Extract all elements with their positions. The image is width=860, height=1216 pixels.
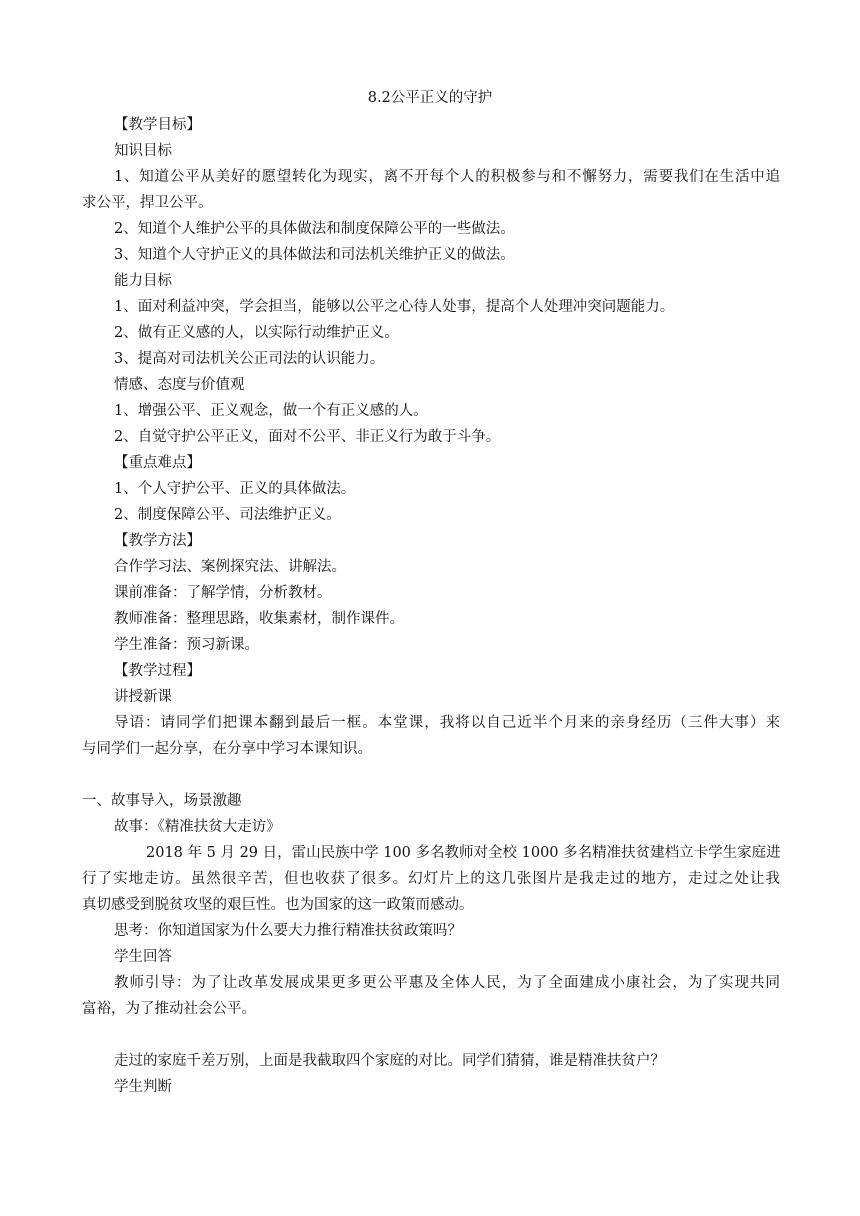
paragraph-line: 2、知道个人维护公平的具体做法和制度保障公平的一些做法。 [114, 221, 515, 237]
paragraph-line: 富裕，为了推动社会公平。 [82, 1001, 256, 1017]
paragraph-line: 课前准备：了解学情，分析教材。 [114, 585, 332, 601]
paragraph-line: 教师引导：为了让改革发展成果更多更公平惠及全体人民，为了全面建成小康社会，为了实现共同 [114, 975, 780, 991]
paragraph-line: 2、制度保障公平、司法维护正义。 [114, 507, 341, 523]
paragraph-line: 2、做有正义感的人，以实际行动维护正义。 [114, 325, 399, 341]
paragraph-line: 学生回答 [114, 949, 172, 965]
paragraph-line: 2、自觉守护公平正义，面对不公平、非正义行为敢于斗争。 [114, 429, 501, 445]
story-title-line: 故事：《精准扶贫大走访》 [114, 819, 281, 835]
paragraph-line: 1、个人守护公平、正义的具体做法。 [114, 481, 356, 497]
paragraph-line: 学生准备：预习新课。 [114, 637, 259, 653]
subheading-knowledge-goals: 知识目标 [114, 143, 172, 159]
document-title: 8.2公平正义的守护 [367, 90, 493, 106]
paragraph-line: 求公平，捍卫公平。 [82, 195, 213, 211]
paragraph-line: 行了实地走访。虽然很辛苦，但也收获了很多。幻灯片上的这几张图片是我走过的地方，走过之处让我 [82, 871, 780, 887]
paragraph-line: 1、增强公平、正义观念，做一个有正义感的人。 [114, 403, 428, 419]
paragraph-line: 3、知道个人守护正义的具体做法和司法机关维护正义的做法。 [114, 247, 515, 263]
paragraph-line: 真切感受到脱贫攻坚的艰巨性。也为国家的这一政策而感动。 [82, 897, 474, 913]
paragraph-line: 学生判断 [114, 1079, 172, 1095]
section-heading-key-points: 【重点难点】 [114, 455, 201, 471]
section-heading-teaching-goals: 【教学目标】 [114, 117, 201, 133]
paragraph-line: 导语：请同学们把课本翻到最后一框。本堂课，我将以自己近半个月来的亲身经历（三件大事）来 [114, 715, 780, 731]
paragraph-line: 2018 年 5 月 29 日，雷山民族中学 100 多名教师对全校 1000 多名精准扶贫建档立卡学生家庭进 [146, 845, 781, 861]
question-line: 思考：你知道国家为什么要大力推行精准扶贫政策吗？ [114, 923, 462, 939]
paragraph-line: 教师准备：整理思路，收集素材，制作课件。 [114, 611, 404, 627]
paragraph-line: 走过的家庭千差万别，上面是我截取四个家庭的对比。同学们猜猜，谁是精准扶贫户？ [114, 1053, 665, 1069]
section-heading-story-intro: 一、故事导入，场景激趣 [82, 793, 242, 809]
paragraph-line: 3、提高对司法机关公正司法的认识能力。 [114, 351, 385, 367]
paragraph-line: 1、知道公平从美好的愿望转化为现实，离不开每个人的积极参与和不懈努力，需要我们在生活中追 [114, 169, 780, 185]
subheading-ability-goals: 能力目标 [114, 273, 172, 289]
subheading-new-lesson: 讲授新课 [114, 689, 172, 705]
paragraph-line: 合作学习法、案例探究法、讲解法。 [114, 559, 346, 575]
subheading-values-goals: 情感、态度与价值观 [114, 377, 245, 393]
section-heading-teaching-process: 【教学过程】 [114, 663, 201, 679]
paragraph-line: 与同学们一起分享，在分享中学习本课知识。 [82, 741, 372, 757]
paragraph-line: 1、面对利益冲突，学会担当，能够以公平之心待人处事，提高个人处理冲突问题能力。 [114, 299, 675, 315]
section-heading-teaching-methods: 【教学方法】 [114, 533, 201, 549]
